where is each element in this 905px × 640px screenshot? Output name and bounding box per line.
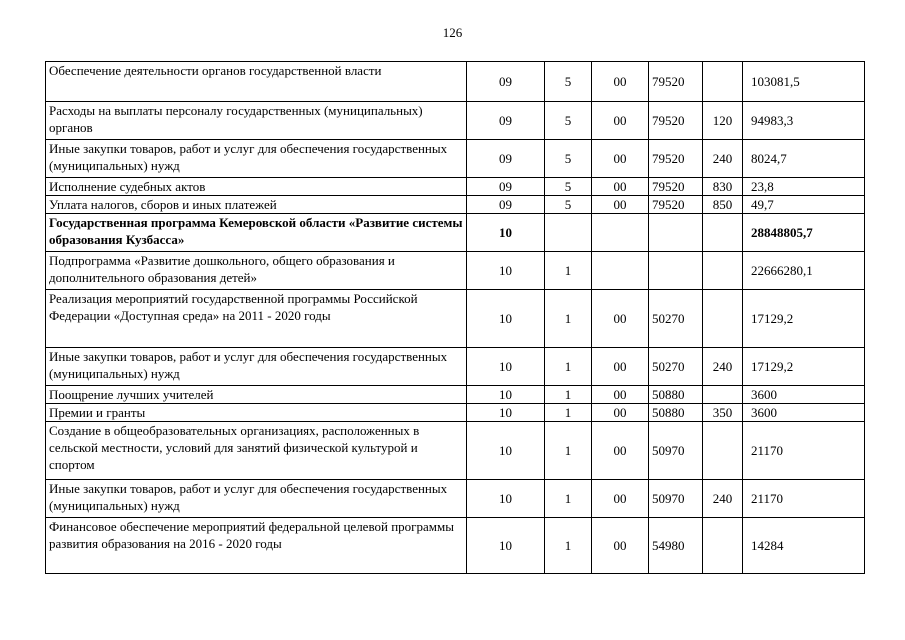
row-name-cell: Подпрограмма «Развитие дошкольного, общего образования и дополнительного образования детей»: [46, 252, 467, 290]
program-code-cell: 1: [545, 404, 592, 422]
subprogram-code-cell: 00: [592, 178, 649, 196]
table-row: [46, 404, 865, 422]
amount-cell: 3600: [743, 386, 865, 404]
section-code-cell: 10: [467, 422, 545, 480]
table-row: [46, 422, 865, 480]
table-row: [46, 348, 865, 386]
subprogram-code-cell: 00: [592, 518, 649, 574]
direction-code-cell: 50270: [649, 348, 703, 386]
row-name-cell: Иные закупки товаров, работ и услуг для обеспечения государственных (муниципальных) нужд: [46, 140, 467, 178]
amount-cell: 14284: [743, 518, 865, 574]
direction-code-cell: 50970: [649, 422, 703, 480]
program-code-cell: 5: [545, 102, 592, 140]
row-name-cell: Финансовое обеспечение мероприятий федеральной целевой программы развития образования на 2016 - 2020 годы: [46, 518, 467, 574]
row-name-cell: Иные закупки товаров, работ и услуг для обеспечения государственных (муниципальных) нужд: [46, 480, 467, 518]
amount-cell: 23,8: [743, 178, 865, 196]
expense-type-cell: 240: [703, 348, 743, 386]
amount-cell: 21170: [743, 422, 865, 480]
expense-type-cell: 830: [703, 178, 743, 196]
section-code-cell: 09: [467, 102, 545, 140]
program-code-cell: 5: [545, 178, 592, 196]
section-code-cell: 10: [467, 386, 545, 404]
row-name-cell: Обеспечение деятельности органов государственной власти: [46, 62, 467, 102]
budget-table-body: [46, 62, 865, 574]
section-code-cell: 09: [467, 178, 545, 196]
table-row: [46, 480, 865, 518]
subprogram-code-cell: 00: [592, 386, 649, 404]
amount-cell: 94983,3: [743, 102, 865, 140]
subprogram-code-cell: 00: [592, 348, 649, 386]
row-name-cell: Государственная программа Кемеровской области «Развитие системы образования Кузбасса»: [46, 214, 467, 252]
row-name-cell: Реализация мероприятий государственной программы Российской Федерации «Доступная среда» на 2011 - 2020 годы: [46, 290, 467, 348]
section-code-cell: 09: [467, 196, 545, 214]
direction-code-cell: 54980: [649, 518, 703, 574]
row-name-cell: Исполнение судебных актов: [46, 178, 467, 196]
subprogram-code-cell: 00: [592, 422, 649, 480]
row-name-cell: Уплата налогов, сборов и иных платежей: [46, 196, 467, 214]
expense-type-cell: [703, 518, 743, 574]
expense-type-cell: 350: [703, 404, 743, 422]
subprogram-code-cell: [592, 252, 649, 290]
amount-cell: 49,7: [743, 196, 865, 214]
section-code-cell: 10: [467, 252, 545, 290]
direction-code-cell: 50270: [649, 290, 703, 348]
budget-table: [45, 61, 865, 574]
table-row: [46, 196, 865, 214]
program-code-cell: [545, 214, 592, 252]
expense-type-cell: [703, 214, 743, 252]
table-row: [46, 214, 865, 252]
expense-type-cell: 240: [703, 480, 743, 518]
row-name-cell: Расходы на выплаты персоналу государственных (муниципальных) органов: [46, 102, 467, 140]
expense-type-cell: [703, 62, 743, 102]
table-row: [46, 178, 865, 196]
expense-type-cell: [703, 252, 743, 290]
subprogram-code-cell: 00: [592, 62, 649, 102]
section-code-cell: 10: [467, 290, 545, 348]
expense-type-cell: [703, 290, 743, 348]
program-code-cell: 5: [545, 196, 592, 214]
subprogram-code-cell: 00: [592, 480, 649, 518]
row-name-cell: Поощрение лучших учителей: [46, 386, 467, 404]
section-code-cell: 10: [467, 404, 545, 422]
program-code-cell: 1: [545, 252, 592, 290]
program-code-cell: 1: [545, 290, 592, 348]
amount-cell: 22666280,1: [743, 252, 865, 290]
table-row: [46, 102, 865, 140]
amount-cell: 17129,2: [743, 348, 865, 386]
direction-code-cell: [649, 252, 703, 290]
subprogram-code-cell: 00: [592, 140, 649, 178]
expense-type-cell: 120: [703, 102, 743, 140]
table-row: [46, 62, 865, 102]
subprogram-code-cell: 00: [592, 290, 649, 348]
expense-type-cell: 240: [703, 140, 743, 178]
amount-cell: 17129,2: [743, 290, 865, 348]
section-code-cell: 10: [467, 518, 545, 574]
table-row: [46, 252, 865, 290]
program-code-cell: 1: [545, 348, 592, 386]
row-name-cell: Премии и гранты: [46, 404, 467, 422]
section-code-cell: 09: [467, 140, 545, 178]
direction-code-cell: 79520: [649, 196, 703, 214]
amount-cell: 3600: [743, 404, 865, 422]
direction-code-cell: 50880: [649, 404, 703, 422]
table-row: [46, 140, 865, 178]
program-code-cell: 1: [545, 480, 592, 518]
program-code-cell: 5: [545, 62, 592, 102]
direction-code-cell: 79520: [649, 102, 703, 140]
expense-type-cell: 850: [703, 196, 743, 214]
subprogram-code-cell: [592, 214, 649, 252]
subprogram-code-cell: 00: [592, 404, 649, 422]
subprogram-code-cell: 00: [592, 196, 649, 214]
table-row: [46, 290, 865, 348]
direction-code-cell: 79520: [649, 140, 703, 178]
subprogram-code-cell: 00: [592, 102, 649, 140]
direction-code-cell: [649, 214, 703, 252]
amount-cell: 8024,7: [743, 140, 865, 178]
section-code-cell: 09: [467, 62, 545, 102]
program-code-cell: 5: [545, 140, 592, 178]
direction-code-cell: 79520: [649, 178, 703, 196]
program-code-cell: 1: [545, 422, 592, 480]
row-name-cell: Иные закупки товаров, работ и услуг для обеспечения государственных (муниципальных) нужд: [46, 348, 467, 386]
program-code-cell: 1: [545, 518, 592, 574]
row-name-cell: Создание в общеобразовательных организациях, расположенных в сельской местности, условий для занятий физической культурой и спортом: [46, 422, 467, 480]
direction-code-cell: 50970: [649, 480, 703, 518]
table-row: [46, 386, 865, 404]
section-code-cell: 10: [467, 214, 545, 252]
amount-cell: 28848805,7: [743, 214, 865, 252]
table-row: [46, 518, 865, 574]
amount-cell: 21170: [743, 480, 865, 518]
section-code-cell: 10: [467, 480, 545, 518]
program-code-cell: 1: [545, 386, 592, 404]
expense-type-cell: [703, 386, 743, 404]
section-code-cell: 10: [467, 348, 545, 386]
amount-cell: 103081,5: [743, 62, 865, 102]
direction-code-cell: 50880: [649, 386, 703, 404]
direction-code-cell: 79520: [649, 62, 703, 102]
page-number: 126: [442, 25, 463, 40]
expense-type-cell: [703, 422, 743, 480]
